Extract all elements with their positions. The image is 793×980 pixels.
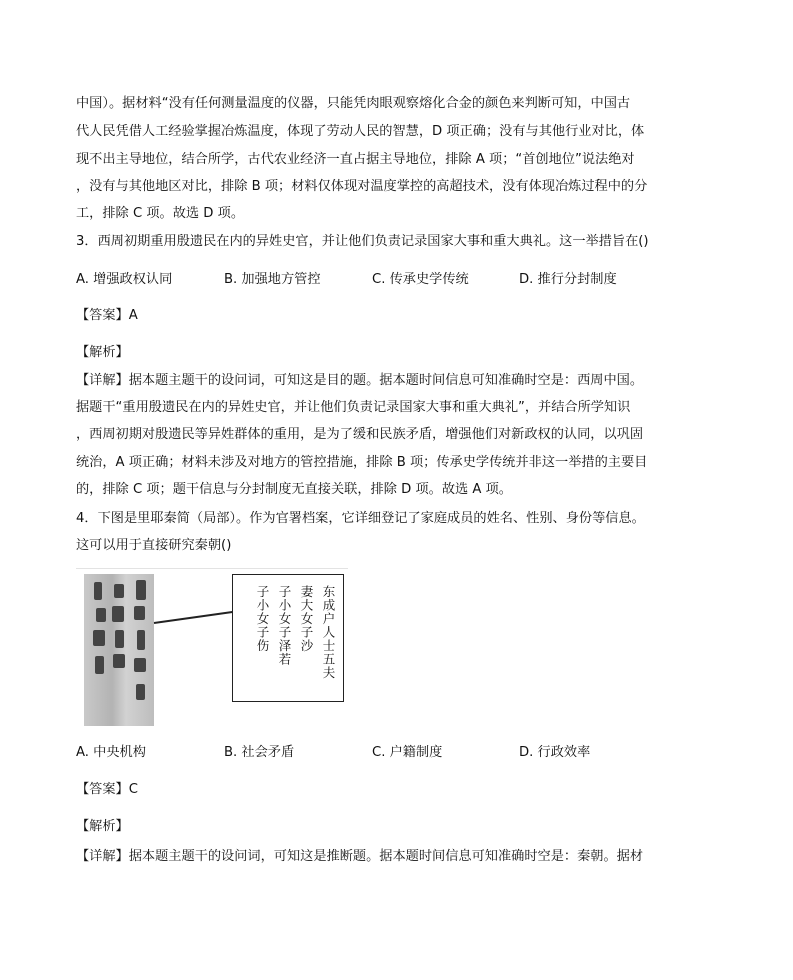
q4-answer: 【答案】C [76,782,138,797]
q4-option-a: A. 中央机构 [76,745,146,760]
transcription-col-3: 子小女子泽若 [277,585,292,666]
q3-option-c: C. 传承史学传统 [372,272,469,287]
q2-analysis-line: 工，排除 C 项。故选 D 项。 [76,206,245,221]
q3-detail-line: 统治，A 项正确；材料未涉及对地方的管控措施，排除 B 项；传承史学传统并非这一举措的主要目 [76,455,648,470]
slip-transcription-box [232,574,344,702]
q4-detail-line: 【详解】据本题主题干的设问词，可知这是推断题。据本题时间信息可知准确时空是：秦朝。据材 [76,849,644,864]
q3-detail-line: 【详解】据本题主题干的设问词，可知这是目的题。据本题时间信息可知准确时空是：西周中国。 [76,373,644,388]
q3-answer: 【答案】A [76,308,138,323]
q4-analysis-label: 【解析】 [76,819,129,834]
q3-stem: 3．西周初期重用殷遗民在内的异姓史官，并让他们负责记录国家大事和重大典礼。这一举措旨在() [76,234,649,249]
q2-analysis-line: 中国）。据材料“没有任何测量温度的仪器，只能凭肉眼观察熔化合金的颜色来判断可知，中国古 [76,96,631,111]
q3-detail-line: 据题干“重用殷遗民在内的异姓史官，并让他们负责记录国家大事和重大典礼”，并结合所学知识 [76,400,631,415]
figure-top-rule [76,568,348,569]
q3-detail-line: 的，排除 C 项；题干信息与分封制度无直接关联，排除 D 项。故选 A 项。 [76,482,512,497]
q3-option-d: D. 推行分封制度 [519,272,617,287]
q2-analysis-line: 代人民凭借人工经验掌握冶炼温度，体现了劳动人民的智慧，D 项正确；没有与其他行业对比，体 [76,124,645,139]
q4-stem: 4．下图是里耶秦简（局部）。作为官署档案，它详细登记了家庭成员的姓名、性别、身份等信息。 [76,511,645,526]
liye-bamboo-slip-figure [76,568,348,728]
q3-detail-line: ，西周初期对殷遗民等异姓群体的重用，是为了缓和民族矛盾，增强他们对新政权的认同，以巩固 [76,427,644,442]
q2-analysis-line: ，没有与其他地区对比，排除 B 项；材料仅体现对温度掌控的高超技术，没有体现冶炼过程中的分 [76,179,648,194]
q4-option-c: C. 户籍制度 [372,745,443,760]
transcription-col-2: 妻大女子沙 [299,585,314,653]
bamboo-slip-photo [84,574,154,726]
q2-analysis-line: 现不出主导地位，结合所学，古代农业经济一直占据主导地位，排除 A 项；“首创地位”说法绝对 [76,152,635,167]
transcription-col-1: 东成户人士五夫 [321,585,336,680]
q3-analysis-label: 【解析】 [76,345,129,360]
figure-leader-line [154,611,233,624]
q3-option-a: A. 增强政权认同 [76,272,173,287]
q4-option-d: D. 行政效率 [519,745,591,760]
q4-option-b: B. 社会矛盾 [224,745,295,760]
transcription-col-4: 子小女子伤 [255,585,270,653]
q4-stem-cont: 这可以用于直接研究秦朝() [76,538,232,553]
q3-option-b: B. 加强地方管控 [224,272,321,287]
